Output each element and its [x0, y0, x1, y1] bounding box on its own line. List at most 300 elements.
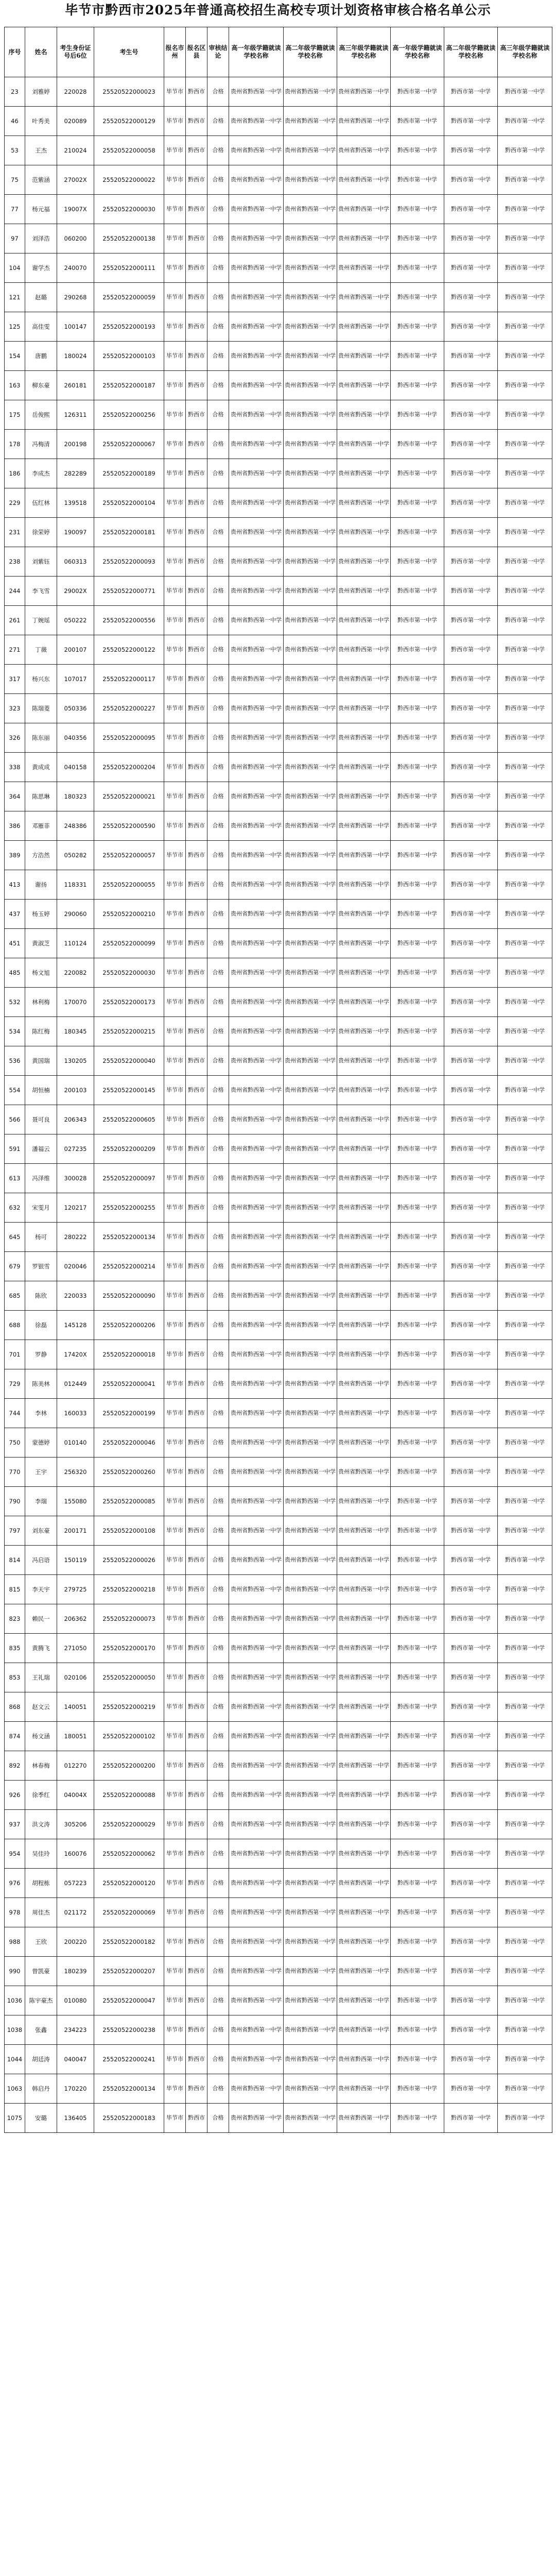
- cell-school-grade3-alt: 黔西市第一中学: [498, 430, 552, 459]
- cell-school-grade2: 贵州省黔西第一中学: [284, 694, 337, 723]
- table-row: [5, 312, 552, 342]
- cell-school-grade3: 贵州省黔西第一中学: [337, 723, 391, 753]
- cell-index: 1038: [5, 2015, 25, 2045]
- cell-school-grade1: 贵州省黔西第一中学: [229, 77, 284, 107]
- cell-name: 王宇: [25, 1458, 57, 1487]
- table-row: [5, 430, 552, 459]
- header-name: 姓名: [25, 27, 57, 77]
- cell-district: 黔西市: [186, 165, 207, 195]
- cell-city: 毕节市: [164, 1076, 186, 1105]
- cell-school-grade3-alt: 黔西市第一中学: [498, 606, 552, 635]
- cell-school-grade1: 贵州省黔西第一中学: [229, 1722, 284, 1751]
- header-school-grade1: 高一年级学籍就读学校名称: [229, 27, 284, 77]
- cell-school-grade1-alt: 黔西市第一中学: [391, 1751, 444, 1781]
- cell-result: 合格: [207, 1986, 229, 2015]
- cell-index: 645: [5, 1223, 25, 1252]
- table-row: [5, 1223, 552, 1252]
- cell-district: 黔西市: [186, 900, 207, 929]
- cell-name: 王杰: [25, 136, 57, 165]
- cell-district: 黔西市: [186, 1692, 207, 1722]
- cell-school-grade2-alt: 黔西市第一中学: [444, 1663, 498, 1692]
- cell-index: 175: [5, 400, 25, 430]
- cell-school-grade3: 贵州省黔西第一中学: [337, 900, 391, 929]
- cell-exam-number: 25520522000120: [94, 1869, 164, 1898]
- cell-district: 黔西市: [186, 1516, 207, 1546]
- cell-city: 毕节市: [164, 1546, 186, 1575]
- cell-index: 261: [5, 606, 25, 635]
- cell-school-grade1: 贵州省黔西第一中学: [229, 1663, 284, 1692]
- cell-index: 244: [5, 577, 25, 606]
- cell-school-grade2-alt: 黔西市第一中学: [444, 1751, 498, 1781]
- cell-school-grade3: 贵州省黔西第一中学: [337, 312, 391, 342]
- cell-exam-number: 25520522000138: [94, 224, 164, 253]
- cell-school-grade2-alt: 黔西市第一中学: [444, 136, 498, 165]
- cell-exam-number: 25520522000026: [94, 1546, 164, 1575]
- cell-index: 835: [5, 1634, 25, 1663]
- cell-school-grade1: 贵州省黔西第一中学: [229, 1575, 284, 1604]
- cell-city: 毕节市: [164, 2074, 186, 2104]
- cell-school-grade3-alt: 黔西市第一中学: [498, 1663, 552, 1692]
- cell-school-grade3-alt: 黔西市第一中学: [498, 1281, 552, 1311]
- table-row: [5, 1781, 552, 1810]
- cell-id-suffix: 280222: [57, 1223, 94, 1252]
- cell-school-grade3: 贵州省黔西第一中学: [337, 665, 391, 694]
- cell-school-grade1-alt: 黔西市第一中学: [391, 694, 444, 723]
- cell-district: 黔西市: [186, 606, 207, 635]
- cell-result: 合格: [207, 1546, 229, 1575]
- cell-school-grade2-alt: 黔西市第一中学: [444, 1311, 498, 1340]
- cell-index: 1063: [5, 2074, 25, 2104]
- table-row: [5, 518, 552, 547]
- cell-school-grade2: 贵州省黔西第一中学: [284, 1487, 337, 1516]
- cell-city: 毕节市: [164, 1105, 186, 1134]
- cell-school-grade1-alt: 黔西市第一中学: [391, 900, 444, 929]
- cell-school-grade1-alt: 黔西市第一中学: [391, 635, 444, 665]
- cell-id-suffix: 126311: [57, 400, 94, 430]
- cell-school-grade2-alt: 黔西市第一中学: [444, 1193, 498, 1223]
- table-row: [5, 1604, 552, 1634]
- cell-result: 合格: [207, 606, 229, 635]
- cell-school-grade1: 贵州省黔西第一中学: [229, 1927, 284, 1957]
- table-row: [5, 371, 552, 400]
- cell-name: 宋雯月: [25, 1193, 57, 1223]
- cell-school-grade1-alt: 黔西市第一中学: [391, 400, 444, 430]
- cell-city: 毕节市: [164, 635, 186, 665]
- cell-district: 黔西市: [186, 1223, 207, 1252]
- table-row: [5, 2015, 552, 2045]
- cell-exam-number: 25520522000029: [94, 1810, 164, 1839]
- cell-id-suffix: 155080: [57, 1487, 94, 1516]
- cell-name: 徐磊: [25, 1311, 57, 1340]
- cell-school-grade3: 贵州省黔西第一中学: [337, 1487, 391, 1516]
- cell-result: 合格: [207, 371, 229, 400]
- cell-district: 黔西市: [186, 694, 207, 723]
- cell-name: 丁婉瑶: [25, 606, 57, 635]
- cell-result: 合格: [207, 1516, 229, 1546]
- cell-name: 陈瑞菱: [25, 694, 57, 723]
- cell-school-grade3: 贵州省黔西第一中学: [337, 195, 391, 224]
- cell-id-suffix: 19007X: [57, 195, 94, 224]
- cell-name: 罗静: [25, 1340, 57, 1369]
- cell-city: 毕节市: [164, 577, 186, 606]
- cell-school-grade3: 贵州省黔西第一中学: [337, 606, 391, 635]
- cell-exam-number: 25520522000095: [94, 723, 164, 753]
- cell-result: 合格: [207, 224, 229, 253]
- cell-school-grade2: 贵州省黔西第一中学: [284, 1399, 337, 1428]
- cell-school-grade3: 贵州省黔西第一中学: [337, 1369, 391, 1399]
- cell-name: 胡廷涛: [25, 2045, 57, 2074]
- cell-school-grade2-alt: 黔西市第一中学: [444, 1722, 498, 1751]
- cell-result: 合格: [207, 1898, 229, 1927]
- cell-school-grade3: 贵州省黔西第一中学: [337, 1986, 391, 2015]
- cell-result: 合格: [207, 195, 229, 224]
- cell-school-grade2-alt: 黔西市第一中学: [444, 2045, 498, 2074]
- cell-name: 赵璐: [25, 283, 57, 312]
- cell-index: 797: [5, 1516, 25, 1546]
- cell-id-suffix: 020046: [57, 1252, 94, 1281]
- cell-district: 黔西市: [186, 1663, 207, 1692]
- cell-name: 高佳雯: [25, 312, 57, 342]
- cell-school-grade2-alt: 黔西市第一中学: [444, 900, 498, 929]
- cell-school-grade2-alt: 黔西市第一中学: [444, 1781, 498, 1810]
- cell-index: 413: [5, 870, 25, 900]
- cell-school-grade2: 贵州省黔西第一中学: [284, 723, 337, 753]
- cell-school-grade1-alt: 黔西市第一中学: [391, 2074, 444, 2104]
- cell-school-grade3: 贵州省黔西第一中学: [337, 1017, 391, 1046]
- cell-index: 23: [5, 77, 25, 107]
- table-row: [5, 811, 552, 841]
- cell-index: 46: [5, 107, 25, 136]
- cell-result: 合格: [207, 2015, 229, 2045]
- cell-school-grade3-alt: 黔西市第一中学: [498, 1516, 552, 1546]
- cell-district: 黔西市: [186, 1839, 207, 1869]
- cell-index: 437: [5, 900, 25, 929]
- cell-school-grade3-alt: 黔西市第一中学: [498, 459, 552, 488]
- cell-school-grade2: 贵州省黔西第一中学: [284, 1957, 337, 1986]
- cell-id-suffix: 150119: [57, 1546, 94, 1575]
- cell-id-suffix: 234223: [57, 2015, 94, 2045]
- cell-school-grade2-alt: 黔西市第一中学: [444, 929, 498, 958]
- table-body: [5, 77, 552, 2133]
- cell-id-suffix: 200103: [57, 1076, 94, 1105]
- cell-school-grade2-alt: 黔西市第一中学: [444, 811, 498, 841]
- cell-school-grade3-alt: 黔西市第一中学: [498, 1869, 552, 1898]
- cell-result: 合格: [207, 870, 229, 900]
- cell-name: 赵文云: [25, 1692, 57, 1722]
- cell-district: 黔西市: [186, 1487, 207, 1516]
- cell-district: 黔西市: [186, 136, 207, 165]
- cell-school-grade2: 贵州省黔西第一中学: [284, 371, 337, 400]
- cell-school-grade1: 贵州省黔西第一中学: [229, 283, 284, 312]
- cell-school-grade1: 贵州省黔西第一中学: [229, 870, 284, 900]
- cell-school-grade3-alt: 黔西市第一中学: [498, 1927, 552, 1957]
- table-row: [5, 459, 552, 488]
- cell-result: 合格: [207, 1369, 229, 1399]
- cell-id-suffix: 060313: [57, 547, 94, 577]
- cell-exam-number: 25520522000050: [94, 1663, 164, 1692]
- cell-school-grade1: 贵州省黔西第一中学: [229, 988, 284, 1017]
- cell-exam-number: 25520522000104: [94, 488, 164, 518]
- table-row: [5, 635, 552, 665]
- cell-school-grade2-alt: 黔西市第一中学: [444, 1340, 498, 1369]
- cell-id-suffix: 220082: [57, 958, 94, 988]
- cell-school-grade3-alt: 黔西市第一中学: [498, 224, 552, 253]
- cell-city: 毕节市: [164, 1516, 186, 1546]
- cell-school-grade3-alt: 黔西市第一中学: [498, 1134, 552, 1164]
- cell-city: 毕节市: [164, 1692, 186, 1722]
- cell-school-grade1-alt: 黔西市第一中学: [391, 1164, 444, 1193]
- cell-city: 毕节市: [164, 224, 186, 253]
- cell-id-suffix: 057223: [57, 1869, 94, 1898]
- cell-city: 毕节市: [164, 870, 186, 900]
- cell-school-grade2: 贵州省黔西第一中学: [284, 1311, 337, 1340]
- table-row: [5, 1076, 552, 1105]
- cell-school-grade3-alt: 黔西市第一中学: [498, 195, 552, 224]
- cell-school-grade3: 贵州省黔西第一中学: [337, 1076, 391, 1105]
- cell-school-grade2: 贵州省黔西第一中学: [284, 77, 337, 107]
- cell-school-grade2-alt: 黔西市第一中学: [444, 1927, 498, 1957]
- cell-school-grade1-alt: 黔西市第一中学: [391, 665, 444, 694]
- cell-school-grade1-alt: 黔西市第一中学: [391, 1458, 444, 1487]
- table-row: [5, 1458, 552, 1487]
- cell-school-grade2-alt: 黔西市第一中学: [444, 195, 498, 224]
- cell-school-grade1: 贵州省黔西第一中学: [229, 1369, 284, 1399]
- cell-school-grade2: 贵州省黔西第一中学: [284, 900, 337, 929]
- cell-name: 刘紫钰: [25, 547, 57, 577]
- cell-index: 770: [5, 1458, 25, 1487]
- cell-school-grade2: 贵州省黔西第一中学: [284, 1134, 337, 1164]
- cell-id-suffix: 110124: [57, 929, 94, 958]
- cell-city: 毕节市: [164, 342, 186, 371]
- cell-city: 毕节市: [164, 283, 186, 312]
- cell-result: 合格: [207, 1281, 229, 1311]
- cell-school-grade2-alt: 黔西市第一中学: [444, 1369, 498, 1399]
- cell-district: 黔西市: [186, 1869, 207, 1898]
- cell-school-grade2: 贵州省黔西第一中学: [284, 1663, 337, 1692]
- cell-district: 黔西市: [186, 1927, 207, 1957]
- cell-school-grade3-alt: 黔西市第一中学: [498, 1575, 552, 1604]
- cell-school-grade2: 贵州省黔西第一中学: [284, 606, 337, 635]
- table-row: [5, 723, 552, 753]
- cell-city: 毕节市: [164, 841, 186, 870]
- cell-result: 合格: [207, 342, 229, 371]
- cell-school-grade3-alt: 黔西市第一中学: [498, 136, 552, 165]
- table-row: [5, 753, 552, 782]
- cell-result: 合格: [207, 1134, 229, 1164]
- cell-school-grade3-alt: 黔西市第一中学: [498, 811, 552, 841]
- cell-result: 合格: [207, 753, 229, 782]
- cell-school-grade1: 贵州省黔西第一中学: [229, 107, 284, 136]
- cell-school-grade3: 贵州省黔西第一中学: [337, 1634, 391, 1663]
- cell-name: 周佳杰: [25, 1898, 57, 1927]
- cell-id-suffix: 210024: [57, 136, 94, 165]
- cell-school-grade2: 贵州省黔西第一中学: [284, 1927, 337, 1957]
- cell-school-grade2-alt: 黔西市第一中学: [444, 400, 498, 430]
- cell-exam-number: 25520522000183: [94, 2104, 164, 2133]
- cell-index: 451: [5, 929, 25, 958]
- cell-school-grade1: 贵州省黔西第一中学: [229, 1223, 284, 1252]
- cell-school-grade1-alt: 黔西市第一中学: [391, 1311, 444, 1340]
- cell-school-grade3-alt: 黔西市第一中学: [498, 371, 552, 400]
- cell-school-grade2-alt: 黔西市第一中学: [444, 1692, 498, 1722]
- cell-school-grade3: 贵州省黔西第一中学: [337, 1927, 391, 1957]
- cell-school-grade2-alt: 黔西市第一中学: [444, 988, 498, 1017]
- cell-school-grade1-alt: 黔西市第一中学: [391, 1927, 444, 1957]
- cell-school-grade3-alt: 黔西市第一中学: [498, 988, 552, 1017]
- cell-school-grade2: 贵州省黔西第一中学: [284, 1458, 337, 1487]
- cell-school-grade3: 贵州省黔西第一中学: [337, 1957, 391, 1986]
- cell-school-grade3-alt: 黔西市第一中学: [498, 2104, 552, 2133]
- cell-id-suffix: 050336: [57, 694, 94, 723]
- cell-district: 黔西市: [186, 2015, 207, 2045]
- cell-district: 黔西市: [186, 283, 207, 312]
- cell-index: 163: [5, 371, 25, 400]
- cell-name: 谢扬: [25, 870, 57, 900]
- cell-district: 黔西市: [186, 312, 207, 342]
- cell-index: 536: [5, 1046, 25, 1076]
- cell-name: 黄淑芝: [25, 929, 57, 958]
- cell-exam-number: 25520522000088: [94, 1781, 164, 1810]
- cell-city: 毕节市: [164, 165, 186, 195]
- cell-city: 毕节市: [164, 1193, 186, 1223]
- cell-school-grade3: 贵州省黔西第一中学: [337, 1869, 391, 1898]
- cell-school-grade3: 贵州省黔西第一中学: [337, 1516, 391, 1546]
- cell-result: 合格: [207, 1311, 229, 1340]
- cell-school-grade3-alt: 黔西市第一中学: [498, 312, 552, 342]
- cell-exam-number: 25520522000771: [94, 577, 164, 606]
- cell-school-grade1-alt: 黔西市第一中学: [391, 195, 444, 224]
- cell-city: 毕节市: [164, 1369, 186, 1399]
- cell-exam-number: 25520522000103: [94, 342, 164, 371]
- cell-city: 毕节市: [164, 2104, 186, 2133]
- cell-id-suffix: 180323: [57, 782, 94, 811]
- table-row: [5, 1311, 552, 1340]
- cell-name: 范紫涵: [25, 165, 57, 195]
- cell-exam-number: 25520522000556: [94, 606, 164, 635]
- cell-id-suffix: 130205: [57, 1046, 94, 1076]
- cell-school-grade3: 贵州省黔西第一中学: [337, 2104, 391, 2133]
- cell-school-grade1-alt: 黔西市第一中学: [391, 1781, 444, 1810]
- cell-school-grade1-alt: 黔西市第一中学: [391, 1487, 444, 1516]
- table-row: [5, 782, 552, 811]
- cell-name: 叶秀美: [25, 107, 57, 136]
- cell-school-grade1: 贵州省黔西第一中学: [229, 400, 284, 430]
- cell-school-grade1: 贵州省黔西第一中学: [229, 577, 284, 606]
- cell-exam-number: 25520522000206: [94, 1311, 164, 1340]
- cell-index: 364: [5, 782, 25, 811]
- cell-school-grade1: 贵州省黔西第一中学: [229, 1399, 284, 1428]
- cell-index: 1075: [5, 2104, 25, 2133]
- cell-id-suffix: 206343: [57, 1105, 94, 1134]
- cell-result: 合格: [207, 1193, 229, 1223]
- cell-school-grade3: 贵州省黔西第一中学: [337, 577, 391, 606]
- cell-school-grade3: 贵州省黔西第一中学: [337, 1839, 391, 1869]
- cell-school-grade2-alt: 黔西市第一中学: [444, 1046, 498, 1076]
- cell-school-grade2-alt: 黔西市第一中学: [444, 77, 498, 107]
- cell-school-grade3: 贵州省黔西第一中学: [337, 1281, 391, 1311]
- cell-city: 毕节市: [164, 77, 186, 107]
- table-row: [5, 1546, 552, 1575]
- cell-school-grade2: 贵州省黔西第一中学: [284, 1634, 337, 1663]
- cell-school-grade1: 贵州省黔西第一中学: [229, 1898, 284, 1927]
- cell-name: 安璐: [25, 2104, 57, 2133]
- cell-index: 338: [5, 753, 25, 782]
- cell-school-grade1-alt: 黔西市第一中学: [391, 1076, 444, 1105]
- cell-result: 合格: [207, 1223, 229, 1252]
- cell-school-grade3: 贵州省黔西第一中学: [337, 1604, 391, 1634]
- cell-school-grade1: 贵州省黔西第一中学: [229, 1869, 284, 1898]
- cell-school-grade1: 贵州省黔西第一中学: [229, 2104, 284, 2133]
- cell-school-grade1-alt: 黔西市第一中学: [391, 1722, 444, 1751]
- cell-index: 532: [5, 988, 25, 1017]
- cell-result: 合格: [207, 1692, 229, 1722]
- cell-school-grade1-alt: 黔西市第一中学: [391, 929, 444, 958]
- cell-index: 868: [5, 1692, 25, 1722]
- cell-school-grade3: 贵州省黔西第一中学: [337, 1134, 391, 1164]
- cell-school-grade1-alt: 黔西市第一中学: [391, 1546, 444, 1575]
- cell-exam-number: 25520522000134: [94, 1223, 164, 1252]
- cell-city: 毕节市: [164, 518, 186, 547]
- cell-index: 53: [5, 136, 25, 165]
- cell-index: 271: [5, 635, 25, 665]
- cell-school-grade2-alt: 黔西市第一中学: [444, 518, 498, 547]
- cell-index: 937: [5, 1810, 25, 1839]
- cell-school-grade3: 贵州省黔西第一中学: [337, 1311, 391, 1340]
- cell-school-grade1: 贵州省黔西第一中学: [229, 2074, 284, 2104]
- cell-city: 毕节市: [164, 958, 186, 988]
- cell-id-suffix: 160076: [57, 1839, 94, 1869]
- cell-school-grade3-alt: 黔西市第一中学: [498, 635, 552, 665]
- cell-school-grade3: 贵州省黔西第一中学: [337, 165, 391, 195]
- cell-index: 976: [5, 1869, 25, 1898]
- cell-school-grade2-alt: 黔西市第一中学: [444, 1839, 498, 1869]
- cell-school-grade2: 贵州省黔西第一中学: [284, 782, 337, 811]
- cell-index: 238: [5, 547, 25, 577]
- cell-school-grade1: 贵州省黔西第一中学: [229, 195, 284, 224]
- cell-index: 954: [5, 1839, 25, 1869]
- cell-school-grade3: 贵州省黔西第一中学: [337, 224, 391, 253]
- cell-school-grade2-alt: 黔西市第一中学: [444, 2074, 498, 2104]
- cell-exam-number: 25520522000210: [94, 900, 164, 929]
- cell-exam-number: 25520522000111: [94, 253, 164, 283]
- cell-city: 毕节市: [164, 1134, 186, 1164]
- table-row: [5, 1869, 552, 1898]
- cell-school-grade1: 贵州省黔西第一中学: [229, 342, 284, 371]
- cell-exam-number: 25520522000062: [94, 1839, 164, 1869]
- table-row: [5, 665, 552, 694]
- cell-district: 黔西市: [186, 371, 207, 400]
- cell-district: 黔西市: [186, 723, 207, 753]
- cell-school-grade3: 贵州省黔西第一中学: [337, 77, 391, 107]
- cell-id-suffix: 271050: [57, 1634, 94, 1663]
- cell-school-grade3-alt: 黔西市第一中学: [498, 1076, 552, 1105]
- cell-name: 胡程栋: [25, 1869, 57, 1898]
- cell-id-suffix: 180024: [57, 342, 94, 371]
- cell-index: 990: [5, 1957, 25, 1986]
- cell-school-grade3: 贵州省黔西第一中学: [337, 753, 391, 782]
- cell-city: 毕节市: [164, 2015, 186, 2045]
- cell-school-grade2-alt: 黔西市第一中学: [444, 1076, 498, 1105]
- cell-city: 毕节市: [164, 459, 186, 488]
- cell-exam-number: 25520522000021: [94, 782, 164, 811]
- cell-exam-number: 25520522000209: [94, 1134, 164, 1164]
- cell-exam-number: 25520522000067: [94, 430, 164, 459]
- cell-school-grade2: 贵州省黔西第一中学: [284, 1369, 337, 1399]
- cell-school-grade1: 贵州省黔西第一中学: [229, 312, 284, 342]
- cell-result: 合格: [207, 988, 229, 1017]
- cell-school-grade3: 贵州省黔西第一中学: [337, 1164, 391, 1193]
- cell-school-grade2-alt: 黔西市第一中学: [444, 1957, 498, 1986]
